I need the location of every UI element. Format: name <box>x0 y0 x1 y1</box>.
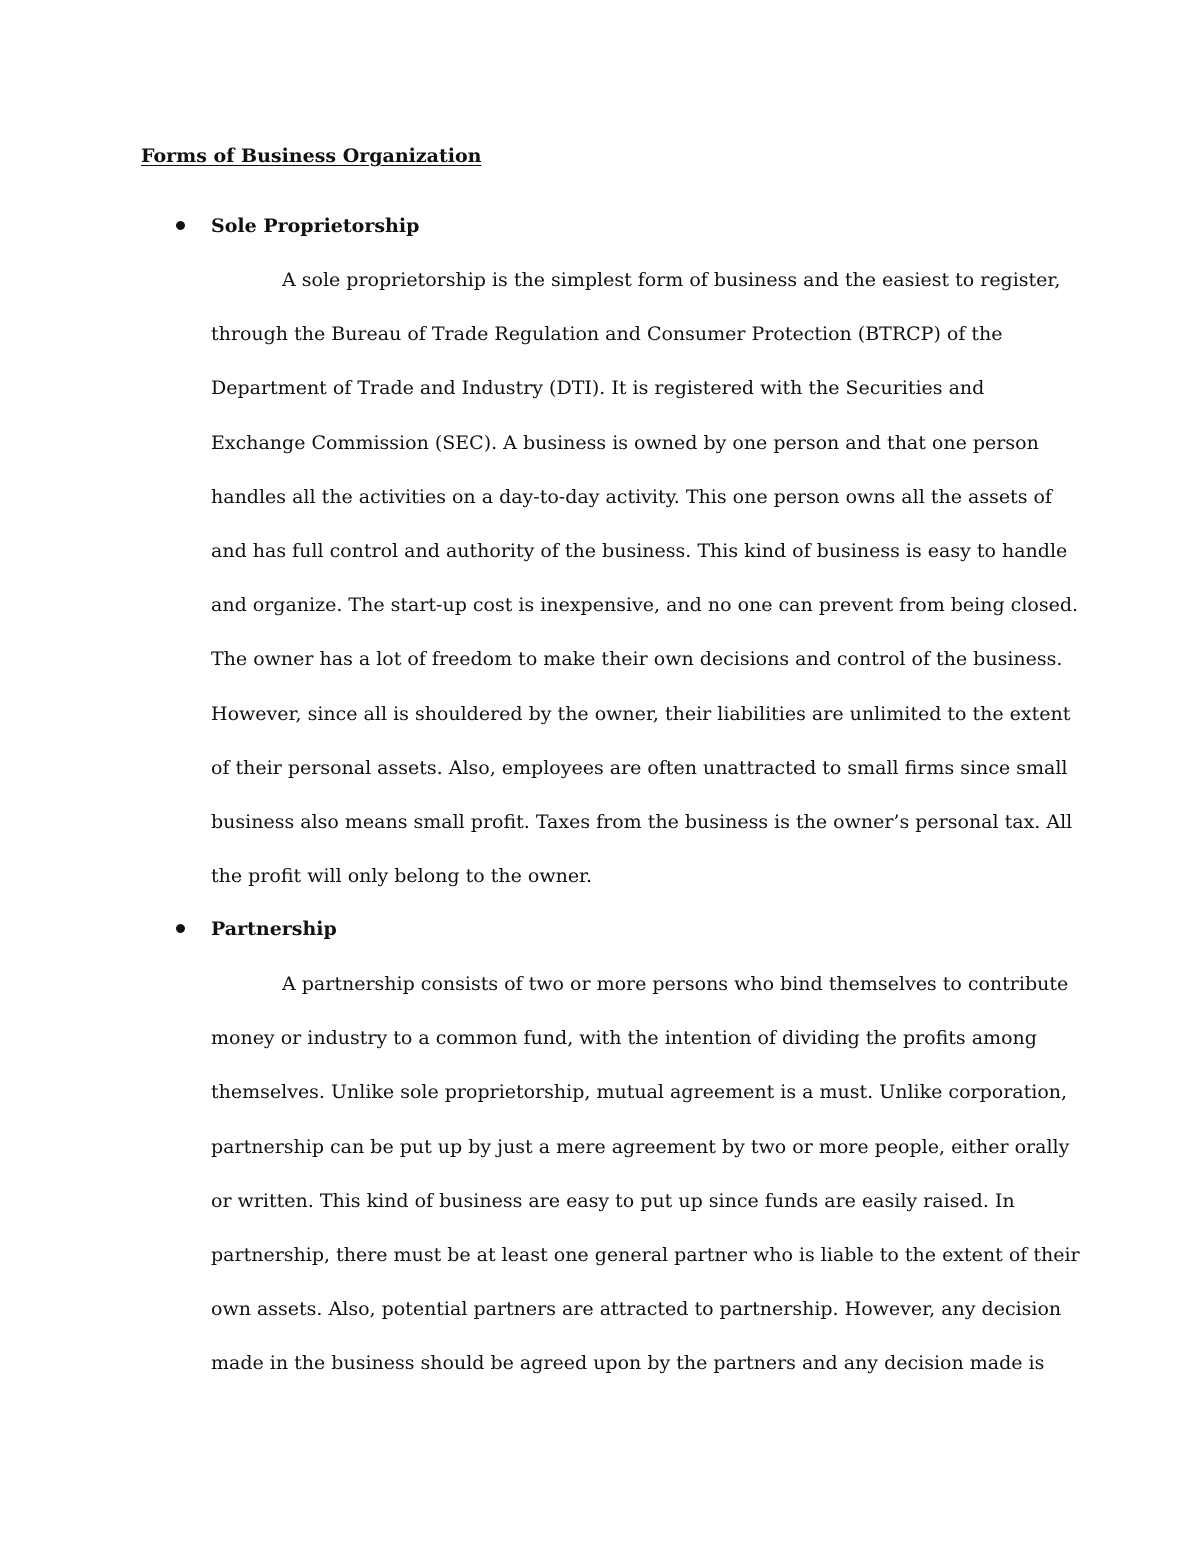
paragraph-line: and organize. The start-up cost is inexpensive, and no one can prevent from being closed. <box>211 594 1079 617</box>
paragraph-line: own assets. Also, potential partners are attracted to partnership. However, any decision <box>211 1298 1062 1321</box>
section-body <box>211 253 1078 903</box>
paragraph-line: made in the business should be agreed upon by the partners and any decision made is <box>211 1352 1045 1375</box>
bullet-icon <box>176 221 185 230</box>
paragraph-line: money or industry to a common fund, with the intention of dividing the profits among <box>211 1027 1037 1050</box>
paragraph-line: themselves. Unlike sole proprietorship, mutual agreement is a must. Unlike corporation, <box>211 1081 1068 1104</box>
section-heading: Sole Proprietorship <box>211 215 420 237</box>
section-body <box>211 957 1080 1391</box>
paragraph-line: A sole proprietorship is the simplest form of business and the easiest to register, <box>282 269 1061 291</box>
paragraph-line: business also means small profit. Taxes from the business is the owner’s personal tax. All <box>211 811 1073 834</box>
paragraph-line: of their personal assets. Also, employees are often unattracted to small firms since small <box>211 756 1068 779</box>
paragraph-line: A partnership consists of two or more persons who bind themselves to contribute <box>282 973 1069 995</box>
paragraph-line: partnership can be put up by just a mere agreement by two or more people, either orally <box>211 1135 1070 1158</box>
paragraph-line: handles all the activities on a day-to-day activity. This one person owns all the assets of <box>211 485 1052 508</box>
document-title: Forms of Business Organization <box>141 145 482 167</box>
paragraph-line: However, since all is shouldered by the owner, their liabilities are unlimited to the extent <box>211 702 1071 725</box>
bullet-icon <box>176 924 185 933</box>
paragraph-line: through the Bureau of Trade Regulation and Consumer Protection (BTRCP) of the <box>211 323 1003 346</box>
paragraph-line: or written. This kind of business are easy to put up since funds are easily raised. In <box>211 1189 1015 1212</box>
paragraph-line: and has full control and authority of the business. This kind of business is easy to handle <box>211 540 1068 563</box>
paragraph-line: Department of Trade and Industry (DTI). It is registered with the Securities and <box>211 377 985 400</box>
paragraph-line: the profit will only belong to the owner. <box>211 865 593 888</box>
section-heading: Partnership <box>211 918 337 940</box>
paragraph-line: partnership, there must be at least one general partner who is liable to the extent of their <box>211 1244 1080 1267</box>
paragraph-line: The owner has a lot of freedom to make their own decisions and control of the business. <box>211 648 1063 671</box>
paragraph-line: Exchange Commission (SEC). A business is owned by one person and that one person <box>211 431 1039 454</box>
